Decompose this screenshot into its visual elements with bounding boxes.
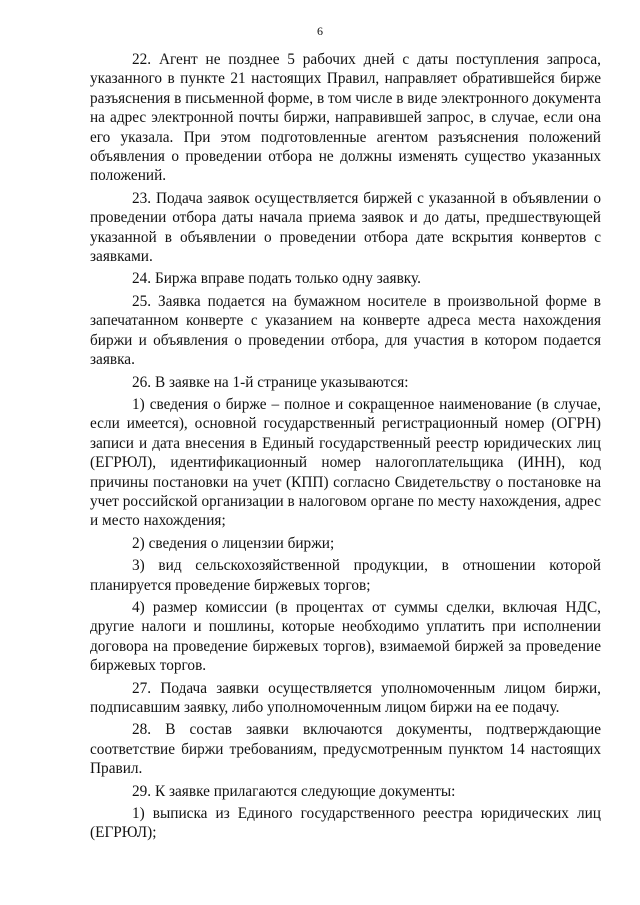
- page-number: 6: [317, 24, 323, 38]
- paragraph-22: 22. Агент не позднее 5 рабочих дней с даты поступления запроса, указанного в пункте 21 настоящих Правил, направляет обратившейся бирже разъяснения в письменной форме, в том числе в виде электронного документа на адрес электронной почты биржи, направившей запрос, в случае, если она его указала. При этом подготовленные агентом разъяснения положений объявления о проведении отбора не должны изменять существо указанных положений.: [90, 51, 602, 185]
- paragraph-25: 25. Заявка подается на бумажном носителе в произвольной форме в запечатанном конверте с указанием на конверте адреса места нахождения биржи и объявления о проведении отбора, для участия в котором подается заявка.: [90, 292, 601, 369]
- paragraph-26-item-2: 2) сведения о лицензии биржи;: [132, 534, 335, 552]
- paragraph-28: 28. В состав заявки включаются документы, подтверждающие соответствие биржи требованиям, предусмотренным пунктом 14 настоящих Правил.: [90, 721, 601, 778]
- paragraph-29: 29. К заявке прилагаются следующие документы:: [132, 782, 456, 800]
- paragraph-24: 24. Биржа вправе подать только одну заявку.: [132, 270, 421, 288]
- paragraph-26: 26. В заявке на 1-й странице указываются:: [132, 373, 409, 391]
- paragraph-26-item-4: 4) размер комиссии (в процентах от суммы сделки, включая НДС, другие налоги и пошлины, которые необходимо уплатить при исполнении договора на проведение биржевых торгов), взимаемой биржей за проведение биржевых торгов.: [90, 598, 601, 675]
- paragraph-23: 23. Подача заявок осуществляется биржей с указанной в объявлении о проведении отбора даты начала приема заявок и до даты, предшествующей указанной в объявлении о проведении отбора дате вскрытия конвертов с заявками.: [90, 189, 601, 266]
- document-body: [90, 50, 601, 846]
- paragraph-26-item-1: 1) сведения о бирже – полное и сокращенное наименование (в случае, если имеется), основной государственный регистрационный номер (ОГРН) записи и дата внесения в Единый государственный реестр юридических лиц (ЕГРЮЛ), идентификационный номер налогоплательщика (ИНН), код причины постановки на учет (КПП) согласно Свидетельству о постановке на учет российской организации в налоговом органе по месту нахождения, адрес и место нахождения;: [90, 395, 601, 530]
- paragraph-29-item-1: 1) выписка из Единого государственного реестра юридических лиц (ЕГРЮЛ);: [90, 805, 601, 842]
- paragraph-26-item-3: 3) вид сельскохозяйственной продукции, в отношении которой планируется проведение биржевых торгов;: [90, 557, 601, 594]
- paragraph-27: 27. Подача заявки осуществляется уполномоченным лицом биржи, подписавшим заявку, либо уполномоченным лицом биржи на ее подачу.: [90, 679, 601, 716]
